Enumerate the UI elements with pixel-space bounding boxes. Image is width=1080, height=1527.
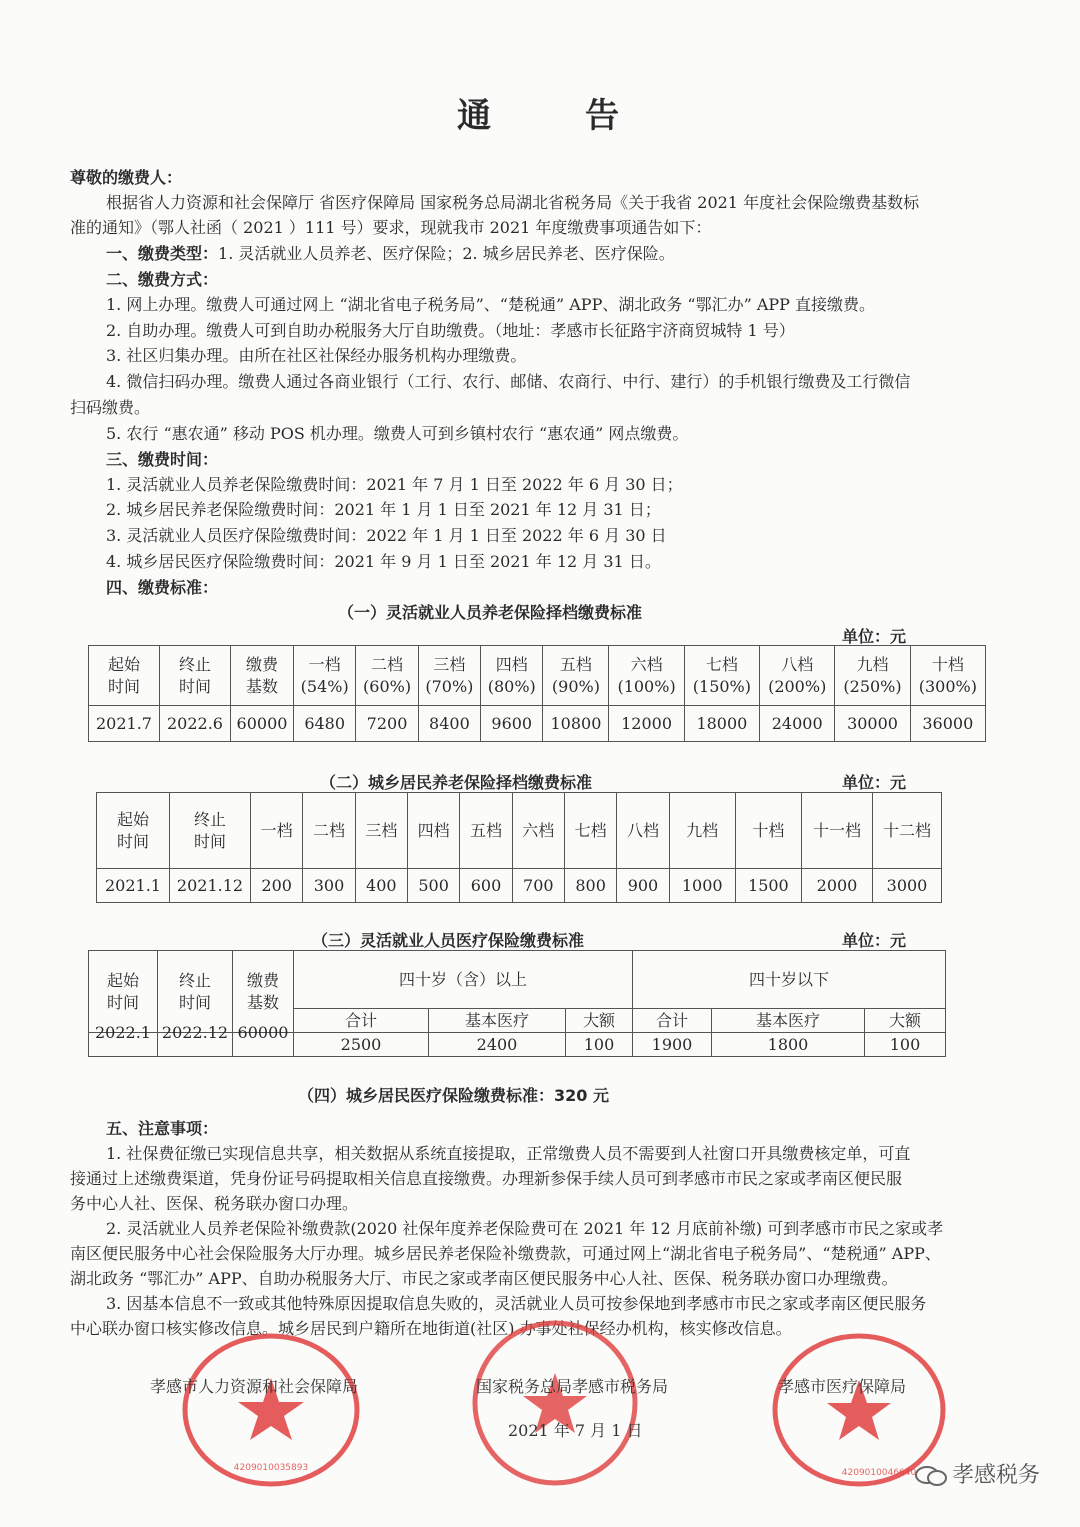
signer-medical: 孝感市医疗保障局	[778, 1377, 907, 1396]
t1-h-tier-7: 七档 (150%)	[684, 646, 759, 706]
t1-h-tier-5: 五档 (90%)	[543, 646, 609, 706]
table-3-data-row	[89, 1033, 946, 1057]
t2-cell: 1500	[735, 869, 801, 903]
stamp-hrss	[176, 1330, 366, 1490]
t2-h-tier-5: 五档	[460, 793, 512, 869]
logo-text: 孝感税务	[951, 1463, 1040, 1488]
section-4-heading: 四、缴费标准：	[106, 578, 219, 597]
t1-h-base: 缴费 基数	[231, 646, 294, 706]
s2-item-3: 3. 社区归集办理。由所在社区社保经办服务机构办理缴费。	[106, 346, 527, 365]
t3-end: 2022.12	[158, 1021, 233, 1045]
t1-cell: 2021.7	[89, 706, 160, 742]
t1-h-tier-6: 六档 (100%)	[609, 646, 684, 706]
t3-h-end: 终止 时间	[158, 951, 233, 1033]
t1-cell: 36000	[910, 706, 985, 742]
intro-line-1: 根据省人力资源和社会保障厅 省医疗保障局 国家税务总局湖北省税务局《关于我省 2021 年度社会保险缴费基数标	[106, 193, 920, 212]
s2-item-5: 5. 农行 “惠农通” 移动 POS 机办理。缴费人可到乡镇村农行 “惠农通” 网点缴费。	[106, 424, 689, 443]
t1-h-end: 终止 时间	[160, 646, 231, 706]
t3-sub-major: 大额	[865, 1009, 946, 1033]
table-3-header-row	[89, 951, 946, 1009]
s2-item-4-cont: 扫码缴费。	[70, 398, 151, 417]
table-2-unit: 单位：元	[842, 773, 907, 792]
t1-h-tier-2: 二档 (60%)	[356, 646, 418, 706]
s3-item-2: 2. 城乡居民养老保险缴费时间：2021 年 1 月 1 日至 2021 年 12 月 31 日；	[106, 500, 661, 519]
t1-cell: 60000	[231, 706, 294, 742]
wechat-icon	[914, 1465, 948, 1487]
section-1	[106, 241, 1010, 267]
section-5-heading: 五、注意事项：	[106, 1119, 219, 1138]
t3-start: 2022.1	[89, 1021, 158, 1045]
svg-text:4209010035893: 4209010035893	[233, 1463, 309, 1473]
note-2-line-2: 南区便民服务中心社会保险服务大厅办理。城乡居民养老保险补缴费款，可通过网上“湖北省电子税务局”、“楚税通” APP、	[70, 1244, 941, 1263]
t2-cell: 2021.1	[97, 869, 170, 903]
t2-h-tier-10: 十档	[735, 793, 801, 869]
table-2-caption: （二）城乡居民养老保险择档缴费标准	[320, 773, 593, 792]
table-2	[96, 792, 942, 903]
t3-cell: 2500	[294, 1033, 429, 1057]
s2-item-4: 4. 微信扫码办理。缴费人通过各商业银行（工行、农行、邮储、农商行、中行、建行）的手机银行缴费及工行微信	[106, 372, 911, 391]
t2-h-start: 起始 时间	[97, 793, 170, 869]
t2-h-tier-9: 九档	[669, 793, 735, 869]
table-1-unit: 单位：元	[842, 627, 907, 646]
note-2-line-1: 2. 灵活就业人员养老保险补缴费款(2020 社保年度养老保险费可在 2021 年 12 月底前补缴) 可到孝感市市民之家或孝	[106, 1219, 944, 1238]
t2-h-tier-2: 二档	[303, 793, 355, 869]
t3-cell: 1800	[712, 1033, 865, 1057]
t3-sub-major: 大额	[566, 1009, 633, 1033]
s2-item-2: 2. 自助办理。缴费人可到自助办税服务大厅自助缴费。（地址：孝感市长征路宇济商贸城特 1 号）	[106, 321, 795, 340]
table-1-caption: （一）灵活就业人员养老保险择档缴费标准	[338, 603, 643, 622]
t3-sub-total: 合计	[633, 1009, 712, 1033]
t2-cell: 3000	[873, 869, 942, 903]
t1-h-tier-3: 三档 (70%)	[418, 646, 480, 706]
t2-cell: 500	[407, 869, 459, 903]
t1-cell: 2022.6	[160, 706, 231, 742]
s3-item-3: 3. 灵活就业人员医疗保险缴费时间：2022 年 1 月 1 日至 2022 年 6 月 30 日	[106, 526, 667, 545]
table-1	[88, 645, 986, 742]
stamp-tax	[460, 1318, 650, 1488]
issue-date: 2021 年 7 月 1 日	[508, 1421, 643, 1440]
s3-item-4: 4. 城乡居民医疗保险缴费时间：2021 年 9 月 1 日至 2021 年 12 月 31 日。	[106, 552, 661, 571]
title-char-2: 告	[585, 96, 623, 136]
t3-group-under-40: 四十岁以下	[633, 951, 946, 1009]
t3-base: 60000	[233, 1021, 294, 1045]
t1-cell: 12000	[609, 706, 684, 742]
section-1-text: 1. 灵活就业人员养老、医疗保险；2. 城乡居民养老、医疗保险。	[218, 244, 675, 263]
svg-text:4209010046640: 4209010046640	[841, 1468, 917, 1478]
t1-cell: 9600	[481, 706, 543, 742]
section-2-heading: 二、缴费方式：	[106, 270, 219, 289]
intro-line-2: 准的通知》（鄂人社函（ 2021 ）111 号）要求，现就我市 2021 年度缴费事项通告如下：	[70, 218, 712, 237]
t2-cell: 2021.12	[170, 869, 251, 903]
t1-cell: 8400	[418, 706, 480, 742]
t2-h-tier-4: 四档	[407, 793, 459, 869]
t2-cell: 800	[564, 869, 616, 903]
t2-cell: 600	[460, 869, 512, 903]
t3-cell: 100	[865, 1033, 946, 1057]
t1-h-tier-1: 一档 (54%)	[294, 646, 356, 706]
t1-cell: 6480	[294, 706, 356, 742]
t1-cell: 10800	[543, 706, 609, 742]
note-3-line-2: 中心联办窗口核实修改信息。城乡居民到户籍所在地街道(社区) 办事处社保经办机构，核实修改信息。	[70, 1319, 792, 1338]
table-3-caption: （三）灵活就业人员医疗保险缴费标准	[312, 931, 585, 950]
t1-cell: 24000	[760, 706, 835, 742]
t2-h-tier-6: 六档	[512, 793, 564, 869]
t2-h-end: 终止 时间	[170, 793, 251, 869]
section-3-heading: 三、缴费时间：	[106, 450, 219, 469]
note-1-line-1: 1. 社保费征缴已实现信息共享，相关数据从系统直接提取，正常缴费人员不需要到人社窗口开具缴费核定单，可直	[106, 1144, 911, 1163]
t3-sub-basic: 基本医疗	[712, 1009, 865, 1033]
note-1-line-2: 接通过上述缴费渠道，凭身份证号码提取相关信息直接缴费。办理新参保手续人员可到孝感市市民之家或孝南区便民服	[70, 1169, 903, 1188]
t2-cell: 1000	[669, 869, 735, 903]
t3-sub-basic: 基本医疗	[429, 1009, 566, 1033]
t1-cell: 30000	[835, 706, 910, 742]
table-2-data-row	[97, 869, 942, 903]
table-3	[88, 950, 946, 1057]
note-2-line-3: 湖北政务 “鄂汇办” APP、自助办税服务大厅、市民之家或孝南区便民服务中心人社、医保、税务联办窗口办理缴费。	[70, 1269, 898, 1288]
t2-h-tier-3: 三档	[355, 793, 407, 869]
t1-cell: 7200	[356, 706, 418, 742]
t2-cell: 2000	[802, 869, 873, 903]
t2-h-tier-11: 十一档	[802, 793, 873, 869]
t2-h-tier-1: 一档	[251, 793, 303, 869]
table-2-header-row	[97, 793, 942, 869]
t2-cell: 400	[355, 869, 407, 903]
t3-h-base: 缴费 基数	[233, 951, 294, 1033]
t3-cell: 100	[566, 1033, 633, 1057]
t1-h-start: 起始 时间	[89, 646, 160, 706]
t1-cell: 18000	[684, 706, 759, 742]
wechat-account-logo	[914, 1458, 1040, 1489]
s2-item-1: 1. 网上办理。缴费人可通过网上 “湖北省电子税务局”、“楚税通” APP、湖北政务 “鄂汇办” APP 直接缴费。	[106, 295, 876, 314]
table-1-header-row	[89, 646, 986, 706]
t3-h-start: 起始 时间	[89, 951, 158, 1033]
greeting: 尊敬的缴费人：	[70, 168, 183, 187]
signer-hrss: 孝感市人力资源和社会保障局	[150, 1377, 359, 1396]
t2-cell: 700	[512, 869, 564, 903]
t2-cell: 900	[617, 869, 669, 903]
signer-tax: 国家税务总局孝感市税务局	[476, 1377, 669, 1396]
t2-h-tier-7: 七档	[564, 793, 616, 869]
note-1-line-3: 务中心人社、医保、税务联办窗口办理。	[70, 1194, 359, 1213]
s3-item-1: 1. 灵活就业人员养老保险缴费时间：2021 年 7 月 1 日至 2022 年 6 月 30 日；	[106, 475, 683, 494]
t1-h-tier-8: 八档 (200%)	[760, 646, 835, 706]
t1-h-tier-4: 四档 (80%)	[481, 646, 543, 706]
t2-h-tier-8: 八档	[617, 793, 669, 869]
t2-h-tier-12: 十二档	[873, 793, 942, 869]
table-4-standard: （四）城乡居民医疗保险缴费标准：320 元	[298, 1086, 609, 1105]
table-1-data-row	[89, 706, 986, 742]
title-char-1: 通	[457, 96, 495, 136]
t3-sub-total: 合计	[294, 1009, 429, 1033]
t1-h-tier-9: 九档 (250%)	[835, 646, 910, 706]
t2-cell: 200	[251, 869, 303, 903]
t3-group-40-plus: 四十岁（含）以上	[294, 951, 633, 1009]
t2-cell: 300	[303, 869, 355, 903]
t3-cell: 1900	[633, 1033, 712, 1057]
section-1-heading: 一、缴费类型：	[106, 244, 219, 263]
t1-h-tier-10: 十档 (300%)	[910, 646, 985, 706]
note-3-line-1: 3. 因基本信息不一致或其他特殊原因提取信息失败的，灵活就业人员可按参保地到孝感市市民之家或孝南区便民服务	[106, 1294, 927, 1313]
t3-cell: 2400	[429, 1033, 566, 1057]
page-title	[0, 88, 1080, 137]
table-3-unit: 单位：元	[842, 931, 907, 950]
